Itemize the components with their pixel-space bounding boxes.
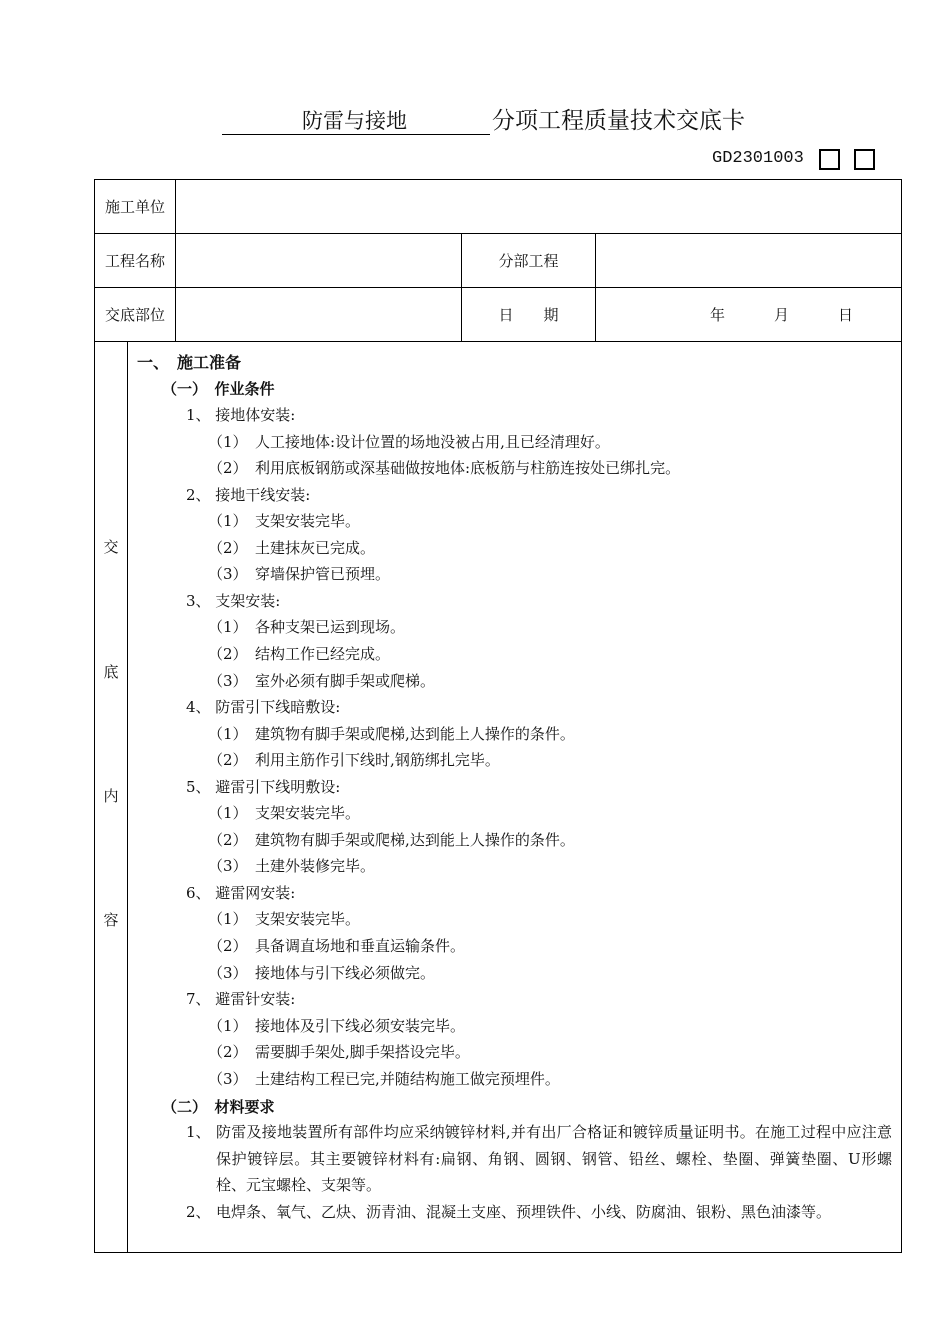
condition-item: （2） 结构工作已经完成。	[208, 644, 391, 663]
material-item-1-number: 1、	[186, 1123, 211, 1141]
condition-item: （2） 土建抹灰已完成。	[208, 538, 376, 557]
date-day: 日	[838, 306, 854, 324]
condition-item: （3） 土建结构工程已完,并随结构施工做完预埋件。	[208, 1069, 560, 1088]
unit-value[interactable]	[176, 180, 902, 234]
condition-item: （3） 穿墙保护管已预埋。	[208, 565, 391, 584]
condition-heading: 1、 接地体安装:	[186, 406, 296, 424]
subsection-heading-materials: （二） 材料要求	[162, 1098, 275, 1116]
condition-item: （2） 建筑物有脚手架或爬梯,达到能上人操作的条件。	[208, 830, 575, 849]
date-month: 月	[774, 306, 790, 324]
condition-heading: 7、 避雷针安装:	[186, 990, 296, 1009]
material-item-2-number: 2、	[186, 1203, 211, 1221]
condition-heading: 6、 避雷网安装:	[186, 883, 296, 902]
date-year: 年	[710, 306, 726, 324]
row-location	[95, 288, 902, 342]
condition-item: （2） 利用主筋作引下线时,钢筋绑扎完毕。	[208, 751, 500, 770]
subsection-heading-conditions: （一） 作业条件	[162, 380, 275, 398]
content-body	[128, 342, 902, 1253]
date-label: 日 期	[462, 288, 596, 342]
document-code: GD2301003	[712, 149, 804, 168]
location-value[interactable]	[176, 288, 462, 342]
material-item-1: 防雷及接地装置所有部件均应采纳镀锌材料,并有出厂合格证和镀锌质量证明书。在施工过程中应注意保护镀锌层。其主要镀锌材料有:扁钢、角钢、圆钢、钢管、铅丝、螺栓、垫圈、弹簧垫圈、U形螺栓、元宝螺栓、支架等。	[216, 1123, 892, 1194]
condition-item: （3） 室外必须有脚手架或爬梯。	[208, 671, 436, 690]
condition-item: （1） 支架安装完毕。	[208, 910, 361, 929]
project-value[interactable]	[176, 234, 462, 288]
condition-item: （1） 接地体及引下线必须安装完毕。	[208, 1016, 466, 1035]
disclosure-table	[94, 179, 902, 1253]
section-heading-1: 一、 施工准备	[137, 353, 242, 372]
condition-item: （2） 利用底板钢筋或深基础做按地体:底板筋与柱筋连按处已绑扎完。	[208, 459, 681, 478]
card-title: 分项工程质量技术交底卡	[492, 108, 745, 134]
project-label: 工程名称	[95, 234, 176, 288]
side-char-3: 内	[103, 787, 119, 805]
condition-item: （1） 支架安装完毕。	[208, 804, 361, 823]
content-side-label	[95, 342, 128, 1253]
checkbox-1[interactable]	[819, 149, 840, 170]
condition-heading: 3、 支架安装:	[186, 591, 281, 610]
row-content	[95, 342, 902, 1253]
condition-item: （1） 人工接地体:设计位置的场地没被占用,且已经清理好。	[208, 432, 610, 451]
condition-item: （2） 需要脚手架处,脚手架搭设完毕。	[208, 1043, 470, 1062]
location-label: 交底部位	[95, 288, 176, 342]
condition-item: （2） 具备调直场地和垂直运输条件。	[208, 937, 466, 955]
code-row	[712, 146, 875, 172]
condition-item: （1） 支架安装完毕。	[208, 512, 361, 531]
division-label: 分部工程	[462, 234, 596, 288]
condition-heading: 4、 防雷引下线暗敷设:	[186, 698, 341, 717]
condition-item: （1） 建筑物有脚手架或爬梯,达到能上人操作的条件。	[208, 724, 575, 743]
material-item-2: 电焊条、氧气、乙炔、沥青油、混凝土支座、预埋铁件、小线、防腐油、银粉、黑色油漆等。	[216, 1203, 832, 1221]
condition-heading: 2、 接地干线安装:	[186, 485, 311, 504]
division-value[interactable]	[596, 234, 902, 288]
condition-item: （1） 各种支架已运到现场。	[208, 618, 406, 637]
condition-item: （3） 土建外装修完毕。	[208, 857, 376, 876]
condition-item: （3） 接地体与引下线必须做完。	[208, 963, 436, 982]
row-unit	[95, 180, 902, 234]
side-char-4: 容	[103, 911, 119, 929]
project-name: 防雷与接地	[222, 108, 490, 135]
side-char-2: 底	[103, 663, 119, 681]
document-title	[222, 108, 745, 138]
condition-heading: 5、 避雷引下线明敷设:	[186, 777, 341, 796]
date-value[interactable]	[596, 288, 902, 342]
checkbox-2[interactable]	[854, 149, 875, 170]
row-project	[95, 234, 902, 288]
side-char-1: 交	[103, 538, 119, 556]
unit-label: 施工单位	[95, 180, 176, 234]
